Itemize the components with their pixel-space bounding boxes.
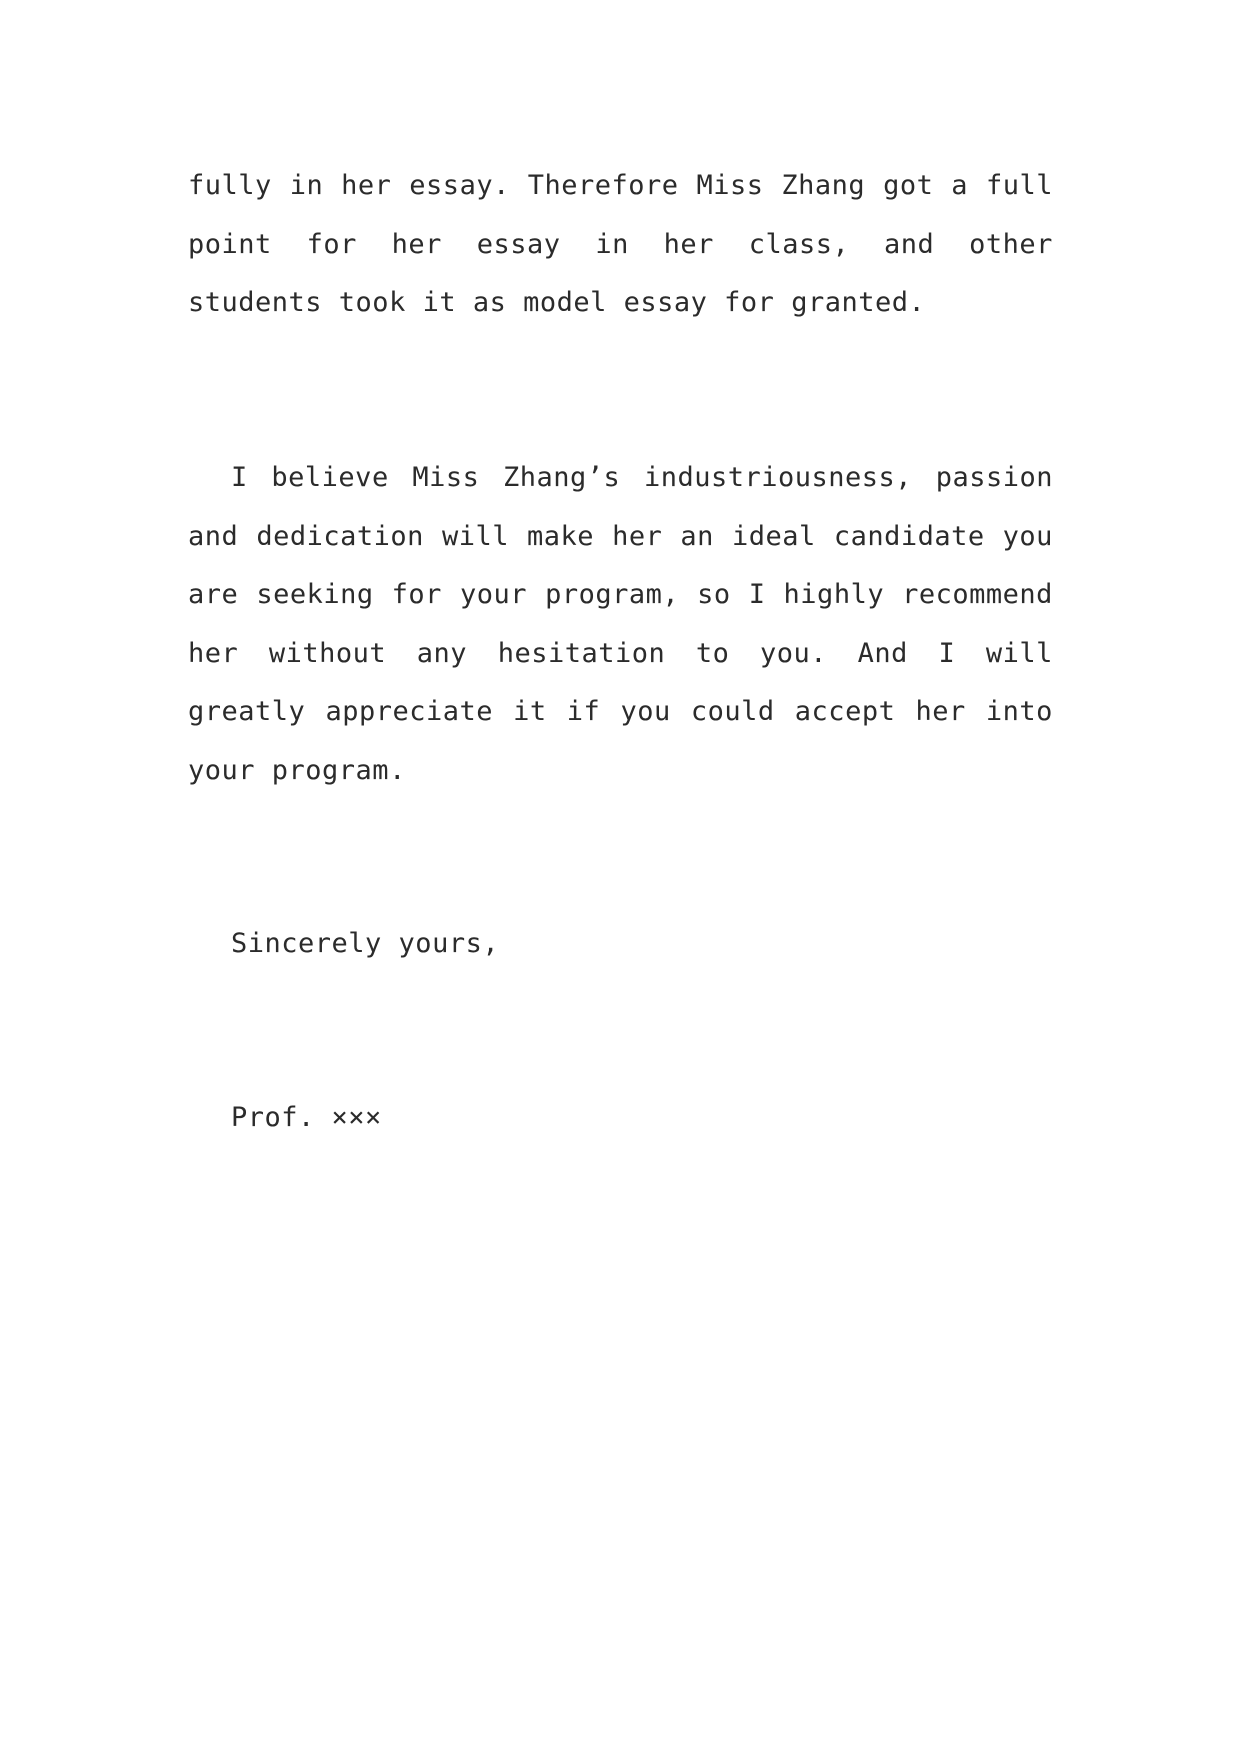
paragraph-line: point for her essay in her class, and other bbox=[188, 228, 1053, 260]
body-paragraph-1 bbox=[188, 157, 1053, 333]
closing-salutation: Sincerely yours, bbox=[231, 928, 500, 959]
paragraph-line: are seeking for your program, so I highly recommend bbox=[188, 579, 1053, 610]
paragraph-line: your program. bbox=[188, 754, 406, 786]
paragraph-line: and dedication will make her an ideal candidate you bbox=[188, 520, 1053, 552]
paragraph-line: greatly appreciate it if you could accept her into bbox=[188, 696, 1053, 727]
body-paragraph-2 bbox=[188, 449, 1053, 800]
paragraph-line: I believe Miss Zhang’s industriousness, passion bbox=[231, 462, 1053, 493]
signature: Prof. ××× bbox=[231, 1102, 382, 1133]
paragraph-line: students took it as model essay for granted. bbox=[188, 287, 926, 318]
paragraph-line: her without any hesitation to you. And I will bbox=[188, 637, 1053, 669]
paragraph-line: fully in her essay. Therefore Miss Zhang got a full bbox=[188, 170, 1053, 201]
